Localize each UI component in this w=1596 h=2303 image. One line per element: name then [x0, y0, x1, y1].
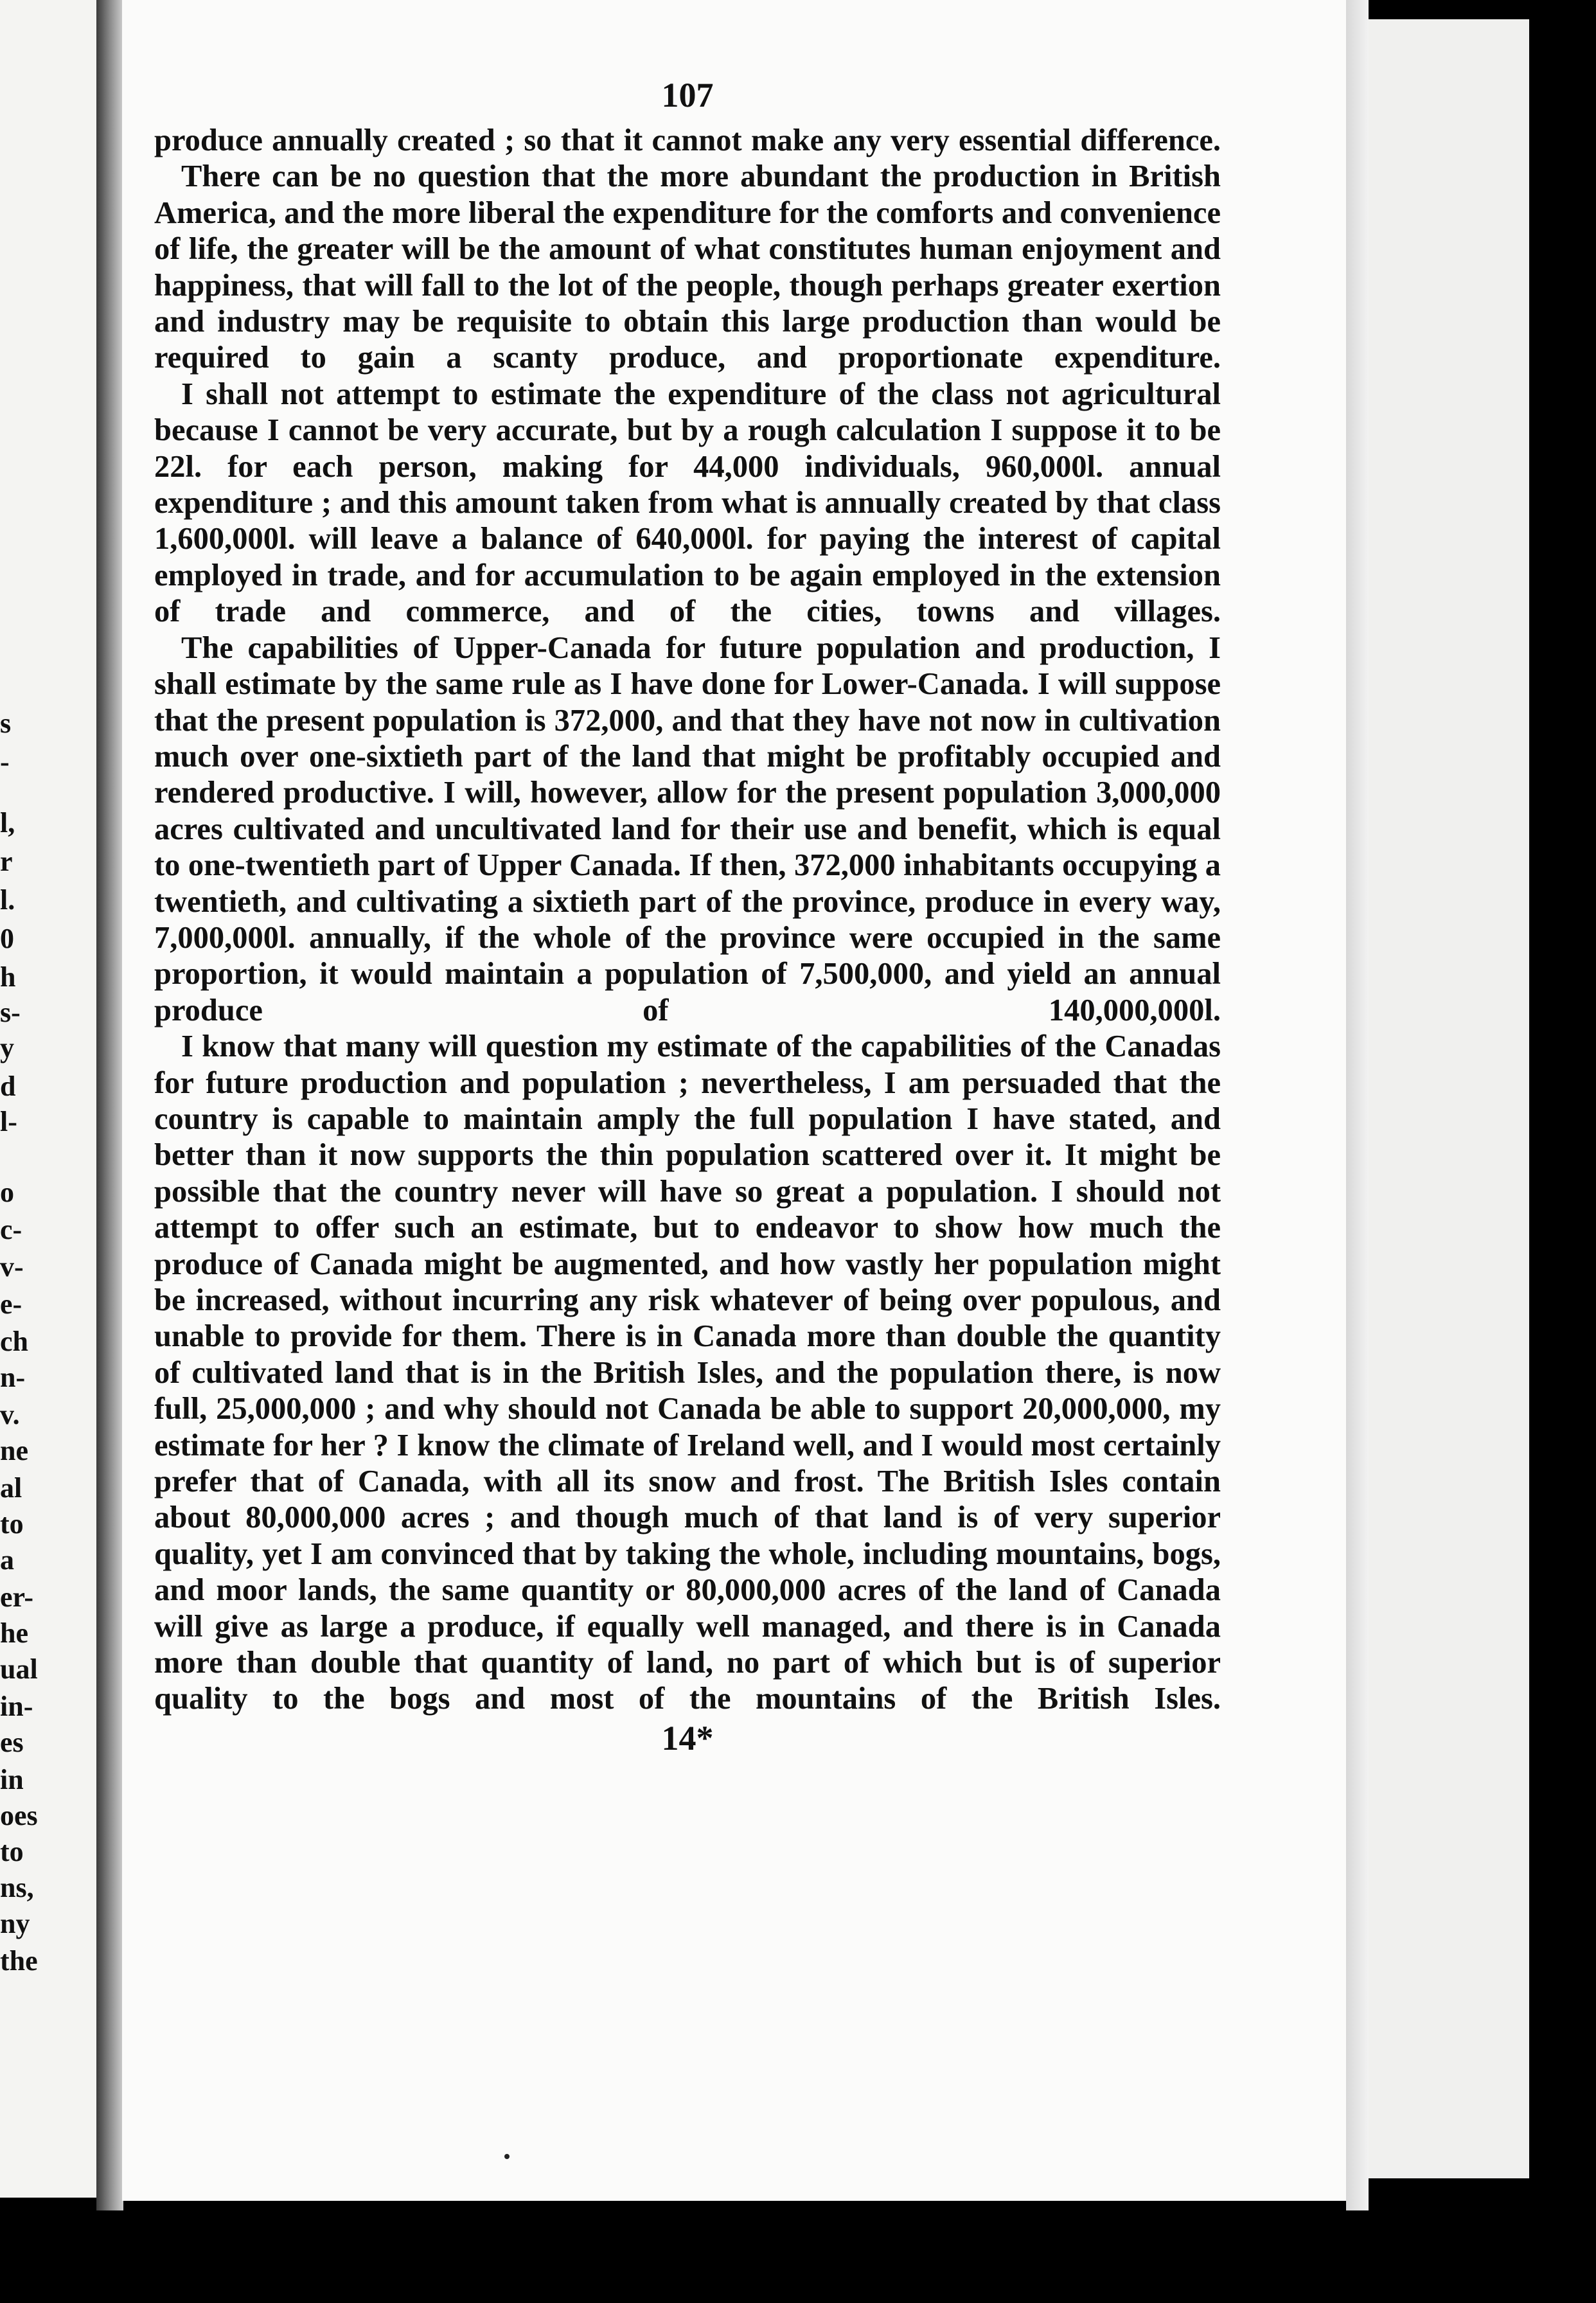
adjacent-page-fragment: l.	[0, 884, 15, 916]
adjacent-page-fragment: h	[0, 961, 16, 993]
book-gutter	[96, 0, 123, 2210]
adjacent-page-strip	[0, 0, 96, 2198]
paragraph: I know that many will question my estimate of the capabilities of the Canadas for future production and population ; nevertheless, I am persuaded that the country is capable to maintain amply the full population I have stated, and better than it now supports the thin population scattered over it. It might be possible that the country never will have so great a population. I should not attempt to offer such an estimate, but to endeavor to show how much the produce of Canada might be augmented, and how vastly her population might be increased, without incurring any risk whatever of being over populous, and unable to provide for them. There is in Canada more than double the quantity of cultivated land that is in the British Isles, and the population there, is now full, 25,000,000 ; and why should not Canada be able to support 20,000,000, my estimate for her ? I know the climate of Ireland well, and I would most certainly prefer that of Canada, with all its snow and frost. The British Isles contain about 80,000,000 acres ; and though much of that land is of very superior quality, yet I am convinced that by taking the whole, including mountains, bogs, and moor lands, the same quantity or 80,000,000 acres of the land of Canada will give as large a produce, if equally well managed, and there is in Canada more than double that quantity of land, no part of which but is of superior quality to the bogs and most of the mountains of the British Isles.	[154, 1029, 1221, 1716]
adjacent-page-fragment: ual	[0, 1653, 38, 1685]
adjacent-page-fragment: v.	[0, 1399, 20, 1430]
adjacent-page-fragment: to	[0, 1836, 24, 1867]
adjacent-page-fragment: es	[0, 1727, 24, 1758]
adjacent-page-fragment: the	[0, 1945, 38, 1977]
page-edge	[1346, 0, 1369, 2210]
adjacent-page-fragment: s-	[0, 997, 21, 1028]
adjacent-page-fragment: v-	[0, 1251, 24, 1283]
adjacent-page-fragment: ch	[0, 1326, 28, 1357]
adjacent-page-fragment: al	[0, 1472, 22, 1504]
signature-mark: 14*	[661, 1718, 714, 1757]
adjacent-page-fragment: ne	[0, 1435, 28, 1466]
adjacent-page-fragment: ny	[0, 1908, 30, 1939]
paragraph: I shall not attempt to estimate the expenditure of the class not agricultural because I cannot be very accurate, but by a rough calculation I suppose it to be 22l. for each person, making for 44,000 individuals, 960,000l. annual expenditure ; and this amount taken from what is annually created by that class 1,600,000l. will leave a balance of 640,000l. for paying the interest of capital employed in trade, and for accumulation to be again employed in the extension of trade and commerce, and of the cities, towns and villages.	[154, 377, 1221, 629]
adjacent-page-fragment: -	[0, 746, 10, 778]
page-stack-edge	[1369, 19, 1529, 2178]
adjacent-page-fragment: in	[0, 1764, 24, 1795]
adjacent-page-fragment: a	[0, 1544, 14, 1576]
adjacent-page-fragment: n-	[0, 1362, 26, 1393]
ink-speck	[504, 2154, 510, 2159]
adjacent-page-fragment: c-	[0, 1214, 22, 1245]
adjacent-page-fragment: er-	[0, 1581, 34, 1613]
adjacent-page-fragment: s	[0, 707, 12, 739]
page-number: 107	[661, 76, 714, 114]
adjacent-page-fragment: ns,	[0, 1872, 34, 1903]
paragraph: The capabilities of Upper-Canada for future population and production, I shall estimate by the same rule as I have done for Lower-Canada. I will suppose that the present population is 372,000, and that they have not now in cultivation much over one-sixtieth part of the land that might be profitably occupied and rendered productive. I will, however, allow for the present population 3,000,000 acres cultivated and uncultivated land for their use and benefit, which is equal to one-twentieth part of Upper Canada. If then, 372,000 inhabitants occupying a twentieth, and cultivating a sixtieth part of the province, produce in every way, 7,000,000l. annually, if the whole of the province were occupied in the same proportion, it would maintain a population of 7,500,000, and yield an annual produce of 140,000,000l.	[154, 630, 1221, 1027]
paragraph: produce annually created ; so that it cannot make any very essential difference.	[154, 123, 1221, 157]
adjacent-page-fragment: y	[0, 1032, 14, 1063]
adjacent-page-fragment: oes	[0, 1800, 38, 1831]
adjacent-page-fragment: he	[0, 1617, 28, 1649]
adjacent-page-fragment: in-	[0, 1691, 33, 1722]
adjacent-page-fragment: l,	[0, 807, 15, 839]
page-text-block	[154, 77, 1221, 1756]
adjacent-page-fragment: d	[0, 1071, 16, 1102]
adjacent-page-fragment: o	[0, 1177, 14, 1208]
adjacent-page-fragment: r	[0, 846, 13, 877]
adjacent-page-fragment: to	[0, 1508, 24, 1540]
adjacent-page-fragment: 0	[0, 923, 14, 954]
paragraph: There can be no question that the more abundant the production in British America, and the more liberal the expenditure for the comforts and convenience of life, the greater will be the amount of what constitutes human enjoyment and happiness, that will fall to the lot of the people, though perhaps greater exertion and industry may be requisite to obtain this large production than would be required to gain a scanty produce, and proportionate expenditure.	[154, 159, 1221, 375]
adjacent-page-fragment: e-	[0, 1288, 22, 1320]
adjacent-page-fragment: l-	[0, 1106, 17, 1137]
